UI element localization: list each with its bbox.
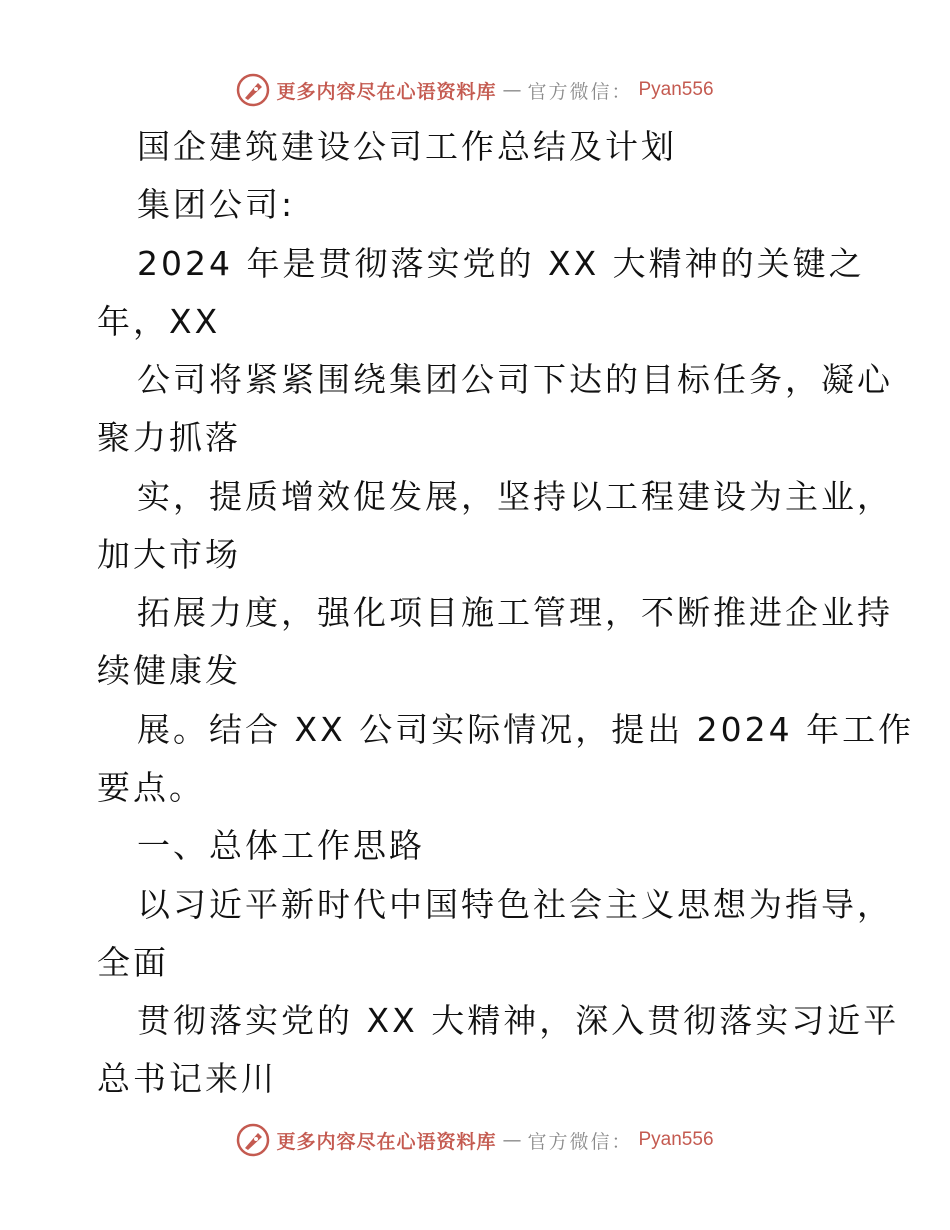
header-watermark bbox=[0, 70, 950, 110]
watermark-wechat-id: Pyan556 bbox=[638, 79, 714, 100]
paragraph-line: 总书记来川 bbox=[97, 1059, 277, 1098]
paragraph-line: 年，XX bbox=[97, 302, 221, 341]
paragraph-line: 以习近平新时代中国特色社会主义思想为指导， bbox=[137, 885, 893, 924]
watermark-separator: — bbox=[502, 79, 522, 101]
watermark-wechat-id: Pyan556 bbox=[638, 1129, 714, 1150]
document-title: 国企建筑建设公司工作总结及计划 bbox=[137, 127, 677, 166]
paragraph-line: 拓展力度，强化项目施工管理，不断推进企业持 bbox=[137, 593, 893, 632]
paragraph-line: 公司将紧紧围绕集团公司下达的目标任务，凝心 bbox=[137, 360, 893, 399]
paragraph-line: 实，提质增效促发展，坚持以工程建设为主业， bbox=[137, 477, 893, 516]
paragraph-line: 加大市场 bbox=[97, 535, 241, 574]
pen-nib-logo-icon bbox=[236, 1123, 270, 1157]
watermark-wechat-label: 官方微信： bbox=[527, 1130, 633, 1153]
paragraph-line: 续健康发 bbox=[97, 651, 241, 690]
document-salutation: 集团公司: bbox=[137, 185, 296, 224]
paragraph-line: 2024 年是贯彻落实党的 XX 大精神的关键之 bbox=[137, 244, 865, 283]
watermark-separator: — bbox=[502, 1129, 522, 1151]
paragraph-line: 贯彻落实党的 XX 大精神，深入贯彻落实习近平 bbox=[137, 1001, 900, 1040]
paragraph-line: 展。结合 XX 公司实际情况，提出 2024 年工作 bbox=[137, 710, 915, 749]
paragraph-line: 全面 bbox=[97, 943, 169, 982]
pen-nib-logo-icon bbox=[236, 73, 270, 107]
watermark-brand-text: 更多内容尽在心语资料库 bbox=[276, 80, 497, 103]
paragraph-line: 聚力抓落 bbox=[97, 418, 241, 457]
watermark-wechat-label: 官方微信： bbox=[527, 80, 633, 103]
section-heading: 一、总体工作思路 bbox=[137, 826, 425, 865]
watermark-brand-text: 更多内容尽在心语资料库 bbox=[276, 1130, 497, 1153]
footer-watermark bbox=[0, 1120, 950, 1160]
paragraph-line: 要点。 bbox=[97, 768, 205, 807]
